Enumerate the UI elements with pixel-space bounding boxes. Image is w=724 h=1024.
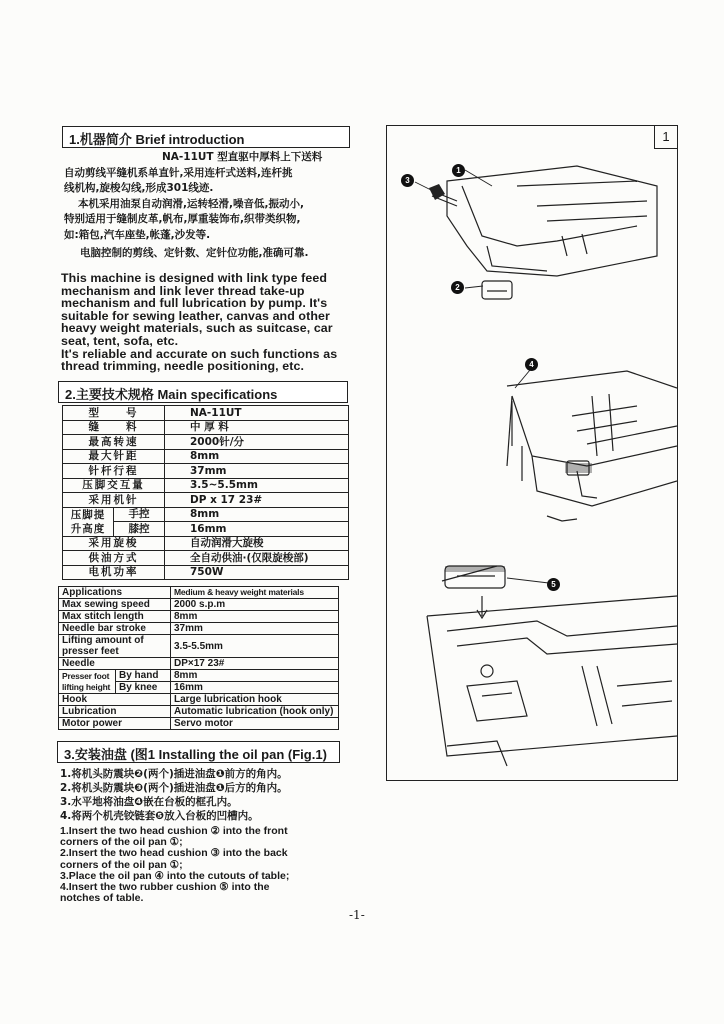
install-en-line: 2.Insert the two head cushion ③ into the back — [60, 847, 288, 860]
intro-en-line: thread trimming, needle positioning, etc. — [61, 359, 304, 374]
spec-value: 全自动供油·(仅限旋梭部) — [165, 551, 349, 566]
table-row — [63, 464, 349, 479]
spec-label: 供油方式 — [63, 551, 165, 566]
table-row — [59, 670, 339, 682]
lift-label-b: 升高度 — [70, 522, 106, 535]
callout-3: 3 — [401, 174, 414, 187]
intro-en-line: mechanism and link lever thread take-up — [61, 283, 305, 298]
table-row — [63, 565, 349, 580]
table-row — [63, 551, 349, 566]
install-en-line: 1.Insert the two head cushion ② into the front — [60, 825, 288, 837]
spec-table-english — [58, 586, 339, 730]
spec-label: By knee — [116, 682, 171, 694]
spec-label: Applications — [59, 587, 171, 599]
intro-en-line: It's reliable and accurate on such functions as — [61, 346, 338, 361]
intro-en-line: heavy weight materials, such as suitcase, car — [61, 321, 333, 336]
install-zh-line: 3.水平地将油盘❹嵌在台板的框孔内。 — [60, 796, 238, 808]
spec-value: 8mm — [171, 611, 339, 623]
spec-label: 电机功率 — [63, 565, 165, 580]
intro-zh-line: 本机采用油泵自动润滑,运转轻滑,噪音低,振动小, — [78, 197, 304, 210]
table-row — [63, 478, 349, 493]
spec-value: 中 厚 料 — [165, 420, 349, 435]
spec-label: 缝 料 — [63, 420, 165, 435]
table-row — [63, 435, 349, 450]
install-zh-line: 2.将机头防震块❸(两个)插进油盘❶后方的角内。 — [60, 782, 288, 794]
spec-label: 手控 — [114, 507, 165, 522]
spec-label: Lubrication — [59, 706, 171, 718]
spec-value: 16mm — [165, 522, 349, 537]
intro-zh-line: 电脑控制的剪线、定针数、定针位功能,准确可靠. — [80, 247, 309, 259]
table-row — [59, 706, 339, 718]
intro-en-line: This machine is designed with link type feed — [61, 271, 328, 285]
table-row — [59, 587, 339, 599]
table-row — [59, 718, 339, 730]
section-title-brief: 1.机器简介 Brief introduction — [62, 126, 350, 148]
spec-value: Automatic lubrication (hook only) — [171, 706, 339, 718]
intro-en-line: seat, tent, sofa, etc. — [61, 333, 179, 348]
spec-value: Medium & heavy weight materials — [171, 587, 339, 599]
table-row — [63, 536, 349, 551]
spec-value: 8mm — [165, 449, 349, 464]
install-zh-line: 1.将机头防震块❷(两个)插进油盘❶前方的角内。 — [60, 768, 288, 780]
table-row — [63, 507, 349, 522]
spec-value: 16mm — [171, 682, 339, 694]
section-title-specs: 2.主要技术规格 Main specifications — [58, 381, 348, 403]
intro-en-line: suitable for sewing leather, canvas and other — [61, 308, 330, 323]
table-row — [59, 658, 339, 670]
table-row — [59, 623, 339, 635]
lift-label-b: lifting height — [62, 681, 111, 692]
spec-label: Max sewing speed — [59, 599, 171, 611]
table-row — [59, 611, 339, 623]
spec-label: 最高转速 — [63, 435, 165, 450]
intro-zh-line: NA-11UT 型直驱中厚料上下送料 — [162, 151, 323, 163]
spec-label: 膝控 — [114, 522, 165, 537]
figure-1-frame — [386, 125, 678, 781]
spec-value: DP×17 23# — [171, 658, 339, 670]
spec-label: 采用机针 — [63, 493, 165, 508]
spec-label: 最大针距 — [63, 449, 165, 464]
spec-value: 8mm — [171, 670, 339, 682]
install-steps-chinese — [60, 767, 370, 823]
install-en-line: corners of the oil pan ①; — [60, 858, 183, 871]
table-row — [59, 694, 339, 706]
intro-chinese — [64, 150, 364, 262]
table-row — [59, 599, 339, 611]
callout-1: 1 — [452, 164, 465, 177]
spec-value: Servo motor — [171, 718, 339, 730]
spec-value: 自动润滑大旋梭 — [165, 536, 349, 551]
spec-label: Lifting amount of presser feet — [59, 635, 171, 658]
spec-value: DP x 17 23# — [165, 493, 349, 508]
table-row — [63, 449, 349, 464]
table-row — [63, 406, 349, 421]
spec-label: Max stitch length — [59, 611, 171, 623]
spec-label: Needle — [59, 658, 171, 670]
spec-value: 2000 s.p.m — [171, 599, 339, 611]
lift-label-a: Presser foot — [62, 670, 110, 681]
callout-5: 5 — [547, 578, 560, 591]
intro-en-line: mechanism and full lubrication by pump. It's — [61, 296, 328, 311]
install-zh-line: 4.将两个机壳铰链套❺放入台板的凹槽内。 — [60, 810, 259, 822]
spec-value: 750W — [165, 565, 349, 580]
callout-4: 4 — [525, 358, 538, 371]
spec-value: 3.5-5.5mm — [171, 635, 339, 658]
install-en-line: notches of table. — [60, 892, 144, 905]
lift-label-a: 压脚提 — [70, 508, 106, 521]
spec-label: By hand — [116, 670, 171, 682]
spec-value: NA-11UT — [165, 406, 349, 421]
spec-label: Needle bar stroke — [59, 623, 171, 635]
intro-zh-line: 如:箱包,汽车座垫,帐蓬,沙发等. — [64, 228, 211, 241]
figure-number: 1 — [654, 126, 677, 149]
spec-value: 3.5~5.5mm — [165, 478, 349, 493]
spec-label-lift — [63, 507, 114, 536]
install-en-line: corners of the oil pan ①; — [60, 836, 183, 849]
page-number: -1- — [349, 908, 365, 922]
intro-english — [61, 272, 371, 373]
table-row — [59, 635, 339, 658]
spec-value: Large lubrication hook — [171, 694, 339, 706]
intro-zh-line: 线机构,旋梭勾线,形成301线迹. — [64, 182, 214, 194]
spec-label: Hook — [59, 694, 171, 706]
spec-value: 37mm — [165, 464, 349, 479]
spec-label: 针杆行程 — [63, 464, 165, 479]
install-steps-english — [60, 826, 370, 904]
spec-label: 型 号 — [63, 406, 165, 421]
spec-value: 8mm — [165, 507, 349, 522]
install-en-line: 3.Place the oil pan ④ into the cutouts of table; — [60, 869, 290, 882]
spec-value: 37mm — [171, 623, 339, 635]
spec-label-lift-en — [59, 670, 116, 694]
spec-label: 压脚交互量 — [63, 478, 165, 493]
section-title-oil-pan: 3.安装油盘 (图1 Installing the oil pan (Fig.1) — [57, 741, 340, 763]
intro-zh-line: 自动剪线平缝机系单直针,采用连杆式送料,连杆挑 — [64, 166, 293, 179]
install-en-line: 4.Insert the two rubber cushion ⑤ into the — [60, 881, 270, 894]
table-row — [63, 420, 349, 435]
intro-zh-line: 特别适用于缝制皮革,帆布,厚重装饰布,织带类织物, — [64, 213, 301, 225]
spec-value: 2000针/分 — [165, 435, 349, 450]
callout-2: 2 — [451, 281, 464, 294]
table-row — [63, 493, 349, 508]
oil-pan-illustration — [387, 126, 677, 780]
spec-label: Motor power — [59, 718, 171, 730]
spec-label: 采用旋梭 — [63, 536, 165, 551]
spec-table-chinese — [62, 405, 349, 580]
